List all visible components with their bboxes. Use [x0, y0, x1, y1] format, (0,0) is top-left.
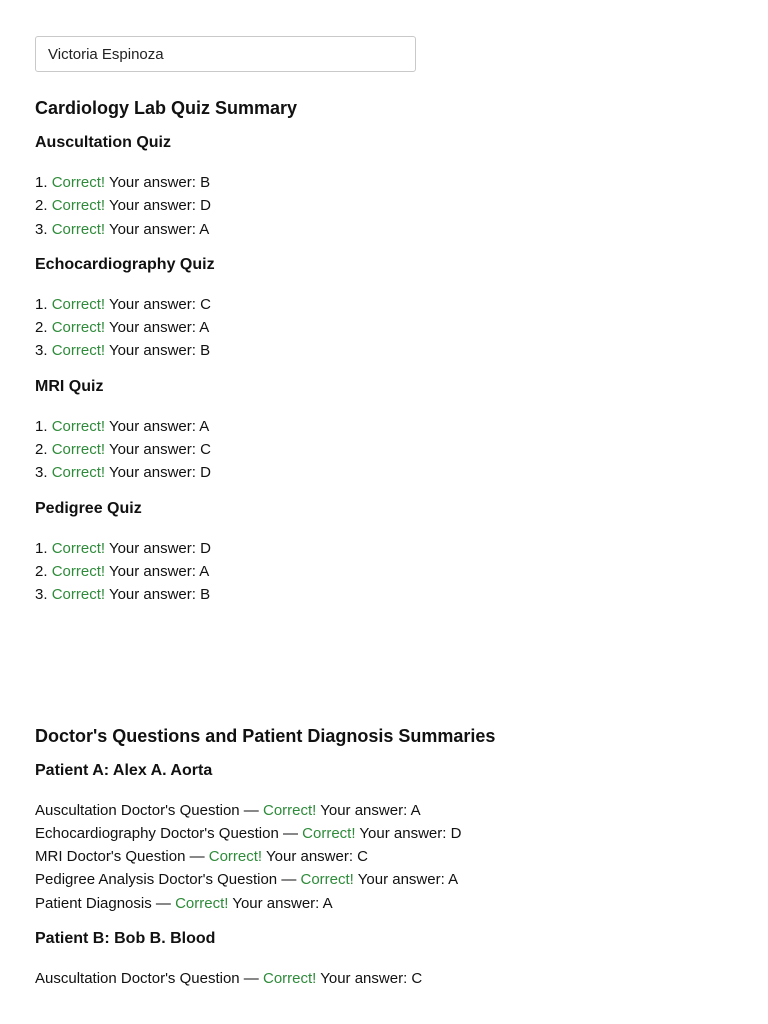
- patient-answer-list: [35, 799, 733, 915]
- quiz-answer-item: [35, 560, 733, 583]
- patient-title: Patient A: Alex A. Aorta: [35, 761, 213, 779]
- correct-status: Correct!: [51, 220, 106, 238]
- answer-text: Your answer: C: [320, 970, 423, 988]
- answer-text: Your answer: A: [357, 871, 459, 889]
- quiz-title: Pedigree Quiz: [35, 499, 142, 517]
- question-label: MRI Doctor's Question —: [35, 848, 205, 866]
- question-number: 1.: [35, 417, 48, 435]
- quiz-block: [35, 377, 733, 485]
- quiz-answer-item: [35, 293, 733, 316]
- answer-text: Your answer: B: [108, 586, 211, 604]
- quiz-answer-list: [35, 171, 733, 241]
- correct-status: Correct!: [51, 197, 106, 215]
- quiz-answer-item: [35, 339, 733, 362]
- answer-text: Your answer: A: [320, 801, 421, 819]
- quiz-answer-list: [35, 293, 733, 363]
- answer-text: Your answer: B: [108, 174, 211, 191]
- correct-status: Correct!: [51, 417, 106, 435]
- quiz-block: [35, 133, 733, 241]
- answer-text: Your answer: A: [108, 417, 210, 435]
- quiz-answer-item: [35, 316, 733, 339]
- patient-answer-item: [35, 868, 733, 891]
- student-name-field[interactable]: [35, 36, 416, 72]
- question-number: 3.: [35, 342, 48, 360]
- patient-answer-item: [35, 892, 733, 915]
- patient-title: Patient B: Bob B. Blood: [35, 930, 216, 948]
- question-label: Auscultation Doctor's Question —: [35, 801, 259, 819]
- quiz-answer-item: [35, 583, 733, 606]
- answer-text: Your answer: D: [108, 464, 211, 482]
- patient-block: [35, 761, 733, 915]
- patient-answer-item: [35, 845, 733, 868]
- quiz-answer-list: [35, 537, 733, 607]
- question-number: 2.: [35, 197, 48, 215]
- correct-status: Correct!: [262, 970, 317, 988]
- answer-text: Your answer: A: [108, 220, 210, 238]
- quiz-title: Auscultation Quiz: [35, 134, 171, 151]
- correct-status: Correct!: [51, 562, 106, 580]
- answer-text: Your answer: A: [108, 319, 210, 337]
- question-number: 3.: [35, 586, 48, 604]
- answer-text: Your answer: C: [108, 441, 211, 459]
- quiz-summary-section: [35, 97, 733, 607]
- quiz-answer-item: [35, 438, 733, 461]
- patient-answer-item: [35, 822, 733, 845]
- question-label: Auscultation Doctor's Question —: [35, 970, 259, 988]
- correct-status: Correct!: [51, 319, 106, 337]
- patient-answer-item: [35, 799, 733, 822]
- question-number: 2.: [35, 441, 48, 459]
- correct-status: Correct!: [302, 824, 356, 842]
- answer-text: Your answer: C: [266, 848, 368, 866]
- quiz-answer-item: [35, 461, 733, 484]
- quiz-answer-item: [35, 171, 733, 194]
- patient-answer-list: [35, 967, 733, 990]
- patient-answer-item: [35, 967, 733, 990]
- correct-status: Correct!: [51, 441, 106, 459]
- question-number: 3.: [35, 220, 48, 238]
- answer-text: Your answer: D: [359, 824, 462, 842]
- correct-status: Correct!: [262, 801, 317, 819]
- quiz-answer-item: [35, 194, 733, 217]
- correct-status: Correct!: [208, 848, 263, 866]
- diagnosis-summary-title: Doctor's Questions and Patient Diagnosis Summaries: [35, 725, 496, 746]
- quiz-title: Echocardiography Quiz: [35, 255, 215, 273]
- question-label: Echocardiography Doctor's Question —: [35, 824, 298, 842]
- question-number: 1.: [35, 295, 48, 313]
- answer-text: Your answer: D: [108, 539, 211, 557]
- question-number: 2.: [35, 562, 48, 580]
- answer-text: Your answer: A: [232, 894, 333, 912]
- question-number: 1.: [35, 174, 48, 191]
- quiz-answer-item: [35, 218, 733, 241]
- answer-text: Your answer: D: [108, 197, 211, 215]
- correct-status: Correct!: [51, 586, 106, 604]
- diagnosis-summary-section: [35, 725, 733, 991]
- answer-text: Your answer: A: [108, 562, 210, 580]
- quiz-title: MRI Quiz: [35, 377, 104, 395]
- correct-status: Correct!: [51, 174, 106, 191]
- question-number: 2.: [35, 319, 48, 337]
- question-label: Pedigree Analysis Doctor's Question —: [35, 871, 297, 889]
- quiz-summary-title: Cardiology Lab Quiz Summary: [35, 98, 298, 118]
- correct-status: Correct!: [300, 871, 354, 889]
- correct-status: Correct!: [175, 894, 229, 912]
- correct-status: Correct!: [51, 539, 106, 557]
- quiz-answer-list: [35, 415, 733, 485]
- quiz-block: [35, 499, 733, 607]
- correct-status: Correct!: [51, 295, 106, 313]
- quiz-answer-item: [35, 537, 733, 560]
- correct-status: Correct!: [51, 342, 106, 360]
- question-number: 1.: [35, 539, 48, 557]
- answer-text: Your answer: B: [108, 342, 211, 360]
- quiz-answer-item: [35, 415, 733, 438]
- question-number: 3.: [35, 464, 48, 482]
- quiz-block: [35, 255, 733, 363]
- question-label: Patient Diagnosis —: [35, 894, 171, 912]
- patient-block: [35, 929, 733, 990]
- correct-status: Correct!: [51, 464, 106, 482]
- answer-text: Your answer: C: [108, 295, 211, 313]
